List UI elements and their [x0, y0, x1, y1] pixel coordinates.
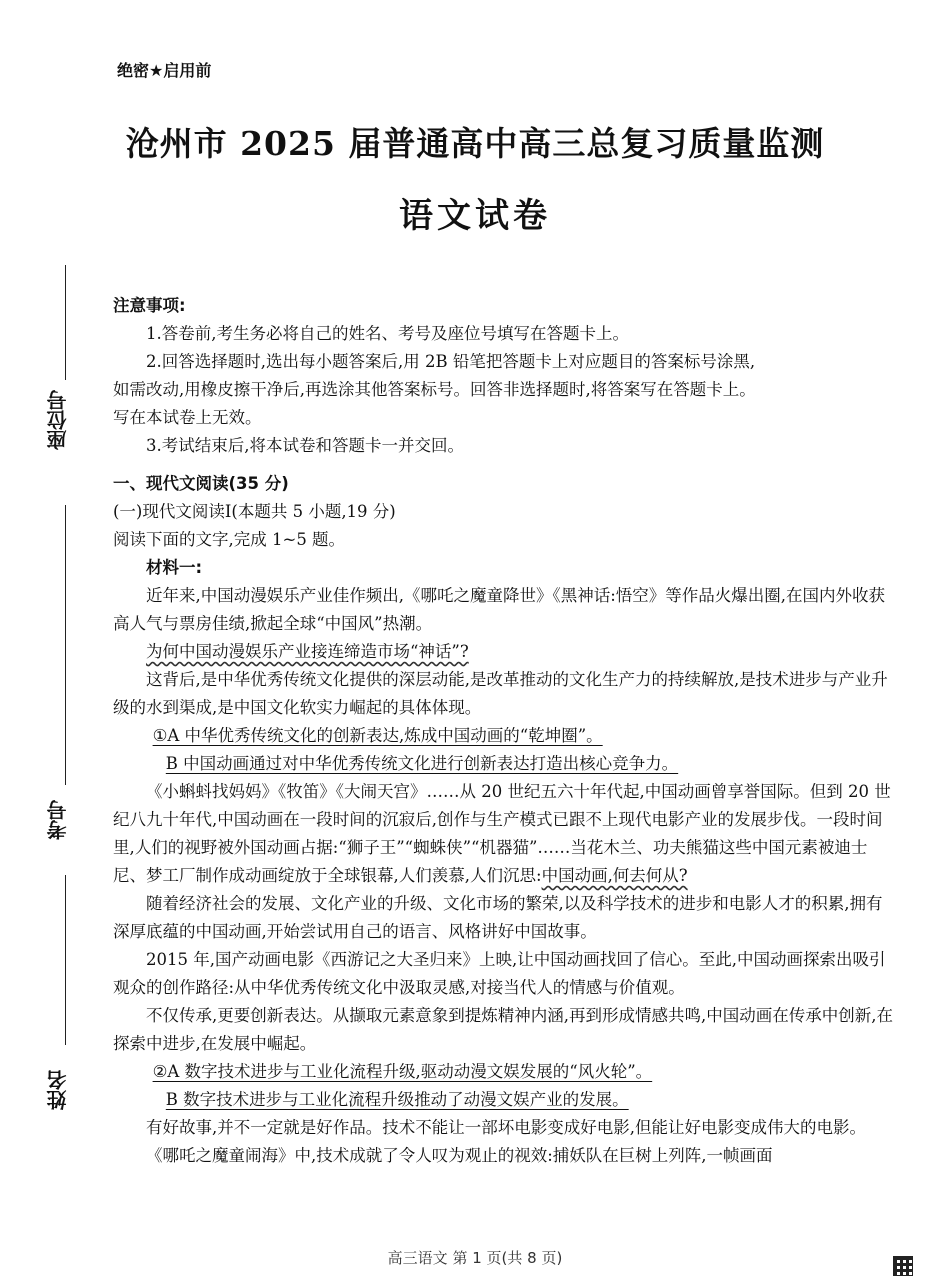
- passage-p6: 不仅传承,更要创新表达。从撷取元素意象到提炼精神内涵,再到形成情感共鸣,中国动画在传承中创新,在探索中进步,在发展中崛起。: [113, 1006, 893, 1053]
- seat-number-label: 座位号: [46, 390, 70, 450]
- material-label: 材料一:: [146, 558, 203, 577]
- passage-p5: 2015 年,国产动画电影《西游记之大圣归来》上映,让中国动画找回了信心。至此,中国动画探索出吸引观众的创作路径:从中华优秀传统文化中汲取灵感,对接当代人的情感与价值观。: [113, 950, 886, 997]
- confidential-mark: 绝密★启用前: [117, 61, 212, 80]
- seat-number-line: [65, 265, 66, 380]
- passage-p1: 近年来,中国动漫娱乐产业佳作频出,《哪吒之魔童降世》《黑神话:悟空》等作品火爆出圈,在国内外收获高人气与票房佳绩,掀起全球“中国风”热潮。: [113, 586, 886, 633]
- passage-question-title: 为何中国动漫娱乐产业接连缔造市场“神话”?: [146, 642, 469, 661]
- option-1a: ①A 中华优秀传统文化的创新表达,炼成中国动画的“乾坤圈”。: [152, 726, 603, 745]
- passage-p3: [113, 778, 895, 890]
- notice-item-1: 1.答卷前,考生务必将自己的姓名、考号及座位号填写在答题卡上。: [146, 324, 629, 343]
- section-title: 一、现代文阅读(35 分): [113, 474, 289, 493]
- exam-subtitle: 语文试卷: [399, 196, 551, 236]
- exam-title: 沧州市 2025 届普通高中高三总复习质量监测: [125, 124, 825, 163]
- exam-number-label: 考号: [46, 800, 70, 840]
- passage-p7: 有好故事,并不一定就是好作品。技术不能让一部坏电影变成好电影,但能让好电影变成伟大的电影。: [146, 1118, 866, 1137]
- notice-item-3: 3.考试结束后,将本试卷和答题卡一并交回。: [146, 436, 464, 455]
- exam-content: [113, 292, 895, 1170]
- name-line: [65, 875, 66, 1045]
- notice-item-2-end: 写在本试卷上无效。: [113, 408, 262, 427]
- page-footer: 高三语文 第 1 页(共 8 页): [387, 1249, 563, 1267]
- exam-number-field: [38, 505, 78, 850]
- notice-item-2-cont: 如需改动,用橡皮擦干净后,再选涂其他答案标号。回答非选择题时,将答案写在答题卡上。: [113, 380, 756, 399]
- seat-number-field: [38, 265, 78, 455]
- option-1b: B 中国动画通过对中华优秀传统文化进行创新表达打造出核心竞争力。: [165, 754, 679, 773]
- passage-p3-text: 《小蝌蚪找妈妈》《牧笛》《大闹天宫》……从 20 世纪五六十年代起,中国动画曾享誉国际。但到 20 世纪八九十年代,中国动画在一段时间的沉寂后,创作与生产模式已跟不上现代电影产业的发展步伐。一段时间里,人们的视野被外国动画占据:“狮子王”“蜘蛛侠”“机器猫”……当花木兰、功夫熊猫这些中国元素被迪士尼、梦工厂制作成动画绽放于全球银幕,人们羡慕,人们沉思:: [113, 782, 891, 885]
- passage-p3-question: 中国动画,何去何从?: [541, 866, 688, 885]
- passage-p2: 这背后,是中华优秀传统文化提供的深层动能,是改革推动的文化生产力的持续解放,是技术进步与产业升级的水到渠成,是中国文化软实力崛起的具体体现。: [113, 670, 888, 717]
- section-instruction: 阅读下面的文字,完成 1~5 题。: [113, 530, 346, 549]
- option-2a: ②A 数字技术进步与工业化流程升级,驱动动漫文娱发展的“风火轮”。: [152, 1062, 653, 1081]
- section-subtitle: (一)现代文阅读Ⅰ(本题共 5 小题,19 分): [113, 502, 396, 521]
- notice-item-2: 2.回答选择题时,选出每小题答案后,用 2B 铅笔把答题卡上对应题目的答案标号涂黑,: [146, 352, 756, 371]
- passage-p8: 《哪吒之魔童闹海》中,技术成就了令人叹为观止的视效:捕妖队在巨树上列阵,一帧画面: [146, 1146, 773, 1165]
- passage-p4: 随着经济社会的发展、文化产业的升级、文化市场的繁荣,以及科学技术的进步和电影人才的积累,拥有深厚底蕴的中国动画,开始尝试用自己的语言、风格讲好中国故事。: [113, 894, 883, 941]
- notice-heading: 注意事项:: [113, 296, 186, 315]
- qr-code-icon: [893, 1256, 913, 1276]
- name-label: 姓名: [46, 1070, 70, 1110]
- name-field: [38, 875, 78, 1135]
- option-2b: B 数字技术进步与工业化流程升级推动了动漫文娱产业的发展。: [165, 1090, 629, 1109]
- exam-number-line: [65, 505, 66, 785]
